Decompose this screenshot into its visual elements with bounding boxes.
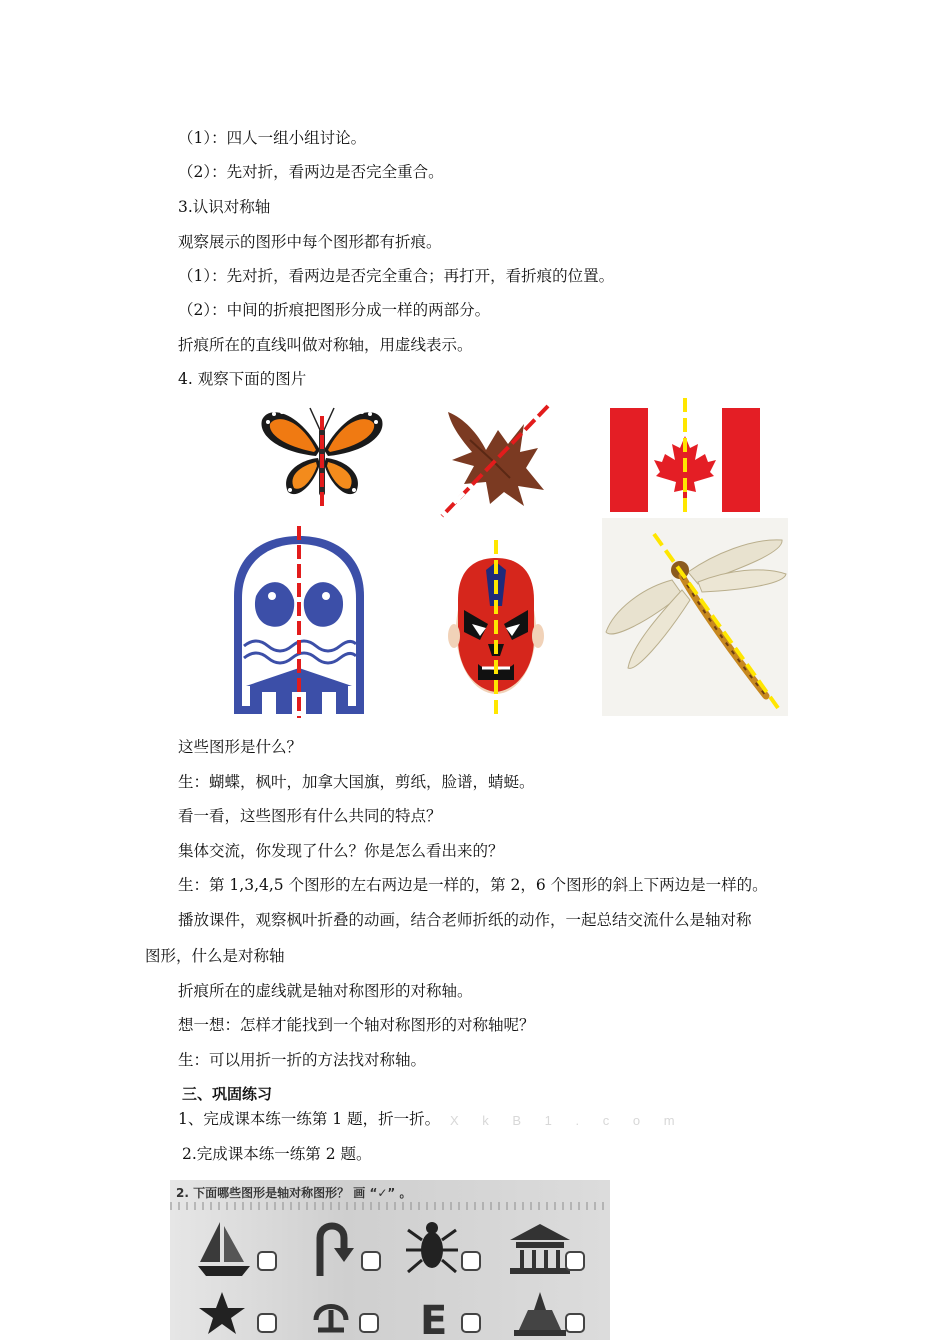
text-line-5: （1）：先对折，看两边是否完全重合；再打开，看折痕的位置。 [178, 267, 615, 285]
answer-shapes: 生：蝴蝶，枫叶，加拿大国旗，剪纸，脸谱，蜻蜓。 [178, 773, 535, 791]
exercise-1-text: 1、完成课本练一练第 1 题，折一折。 [178, 1110, 441, 1128]
answer-symmetry: 生：第 1,3,4,5 个图形的左右两边是一样的，第 2，6 个图形的斜上下两边是一样的。 [178, 876, 768, 894]
letter-e-icon: E [420, 1298, 448, 1340]
checkbox [360, 1314, 378, 1332]
checkbox [462, 1314, 480, 1332]
exercise-title: 2. 下面哪些图形是轴对称图形？ 画 “✓” 。 [176, 1186, 412, 1200]
sailboat-icon [198, 1222, 250, 1276]
tower-icon [514, 1292, 566, 1336]
checkbox [362, 1252, 380, 1270]
dragonfly-image [602, 518, 788, 716]
checkbox [258, 1314, 276, 1332]
checkbox [566, 1314, 584, 1332]
question-common-feature: 看一看，这些图形有什么共同的特点？ [178, 807, 442, 825]
question-what-shapes: 这些图形是什么？ [178, 738, 303, 756]
checkbox [258, 1252, 276, 1270]
text-group-discussion: 集体交流，你发现了什么？你是怎么看出来的？ [178, 842, 504, 860]
watermark: X k B 1 . c o m [450, 1113, 685, 1128]
answer-find-axis: 生：可以用折一折的方法找对称轴。 [178, 1051, 427, 1069]
dragonfly-icon [606, 540, 786, 696]
section-heading-observe: 4. 观察下面的图片 [178, 370, 307, 388]
paper-cut-image [226, 526, 372, 718]
textbook-exercise-image [170, 1180, 610, 1340]
text-line-7: 折痕所在的直线叫做对称轴，用虚线表示。 [178, 336, 473, 354]
u-turn-arrow-icon [320, 1226, 354, 1276]
section-heading-practice: 三、巩固练习 [182, 1085, 273, 1103]
checkbox [462, 1252, 480, 1270]
opera-mask-image [442, 540, 550, 716]
text-axis-definition: 折痕所在的虚线就是轴对称图形的对称轴。 [178, 982, 473, 1000]
star-icon [199, 1292, 245, 1334]
canada-flag-image [608, 398, 764, 516]
scale-symbol-icon [316, 1307, 346, 1331]
exercise-2-text: 2.完成课本练一练第 2 题。 [182, 1145, 372, 1163]
text-courseware-line2: 图形，什么是对称轴 [145, 947, 285, 965]
question-find-axis: 想一想：怎样才能找到一个轴对称图形的对称轴呢？ [178, 1016, 535, 1034]
temple-icon [510, 1224, 570, 1274]
text-line-1: （1）：四人一组小组讨论。 [178, 129, 367, 147]
butterfly-image [258, 400, 386, 506]
maple-leaf-image [434, 400, 556, 520]
text-line-4: 观察展示的图形中每个图形都有折痕。 [178, 233, 442, 251]
text-courseware-line1: 播放课件，观察枫叶折叠的动画，结合老师折纸的动作，一起总结交流什么是轴对称 [178, 911, 752, 929]
section-heading-axis: 3.认识对称轴 [178, 198, 271, 216]
text-line-6: （2）：中间的折痕把图形分成一样的两部分。 [178, 301, 491, 319]
text-line-2: （2）：先对折，看两边是否完全重合。 [178, 163, 444, 181]
beetle-icon [406, 1222, 458, 1272]
checkbox [566, 1252, 584, 1270]
